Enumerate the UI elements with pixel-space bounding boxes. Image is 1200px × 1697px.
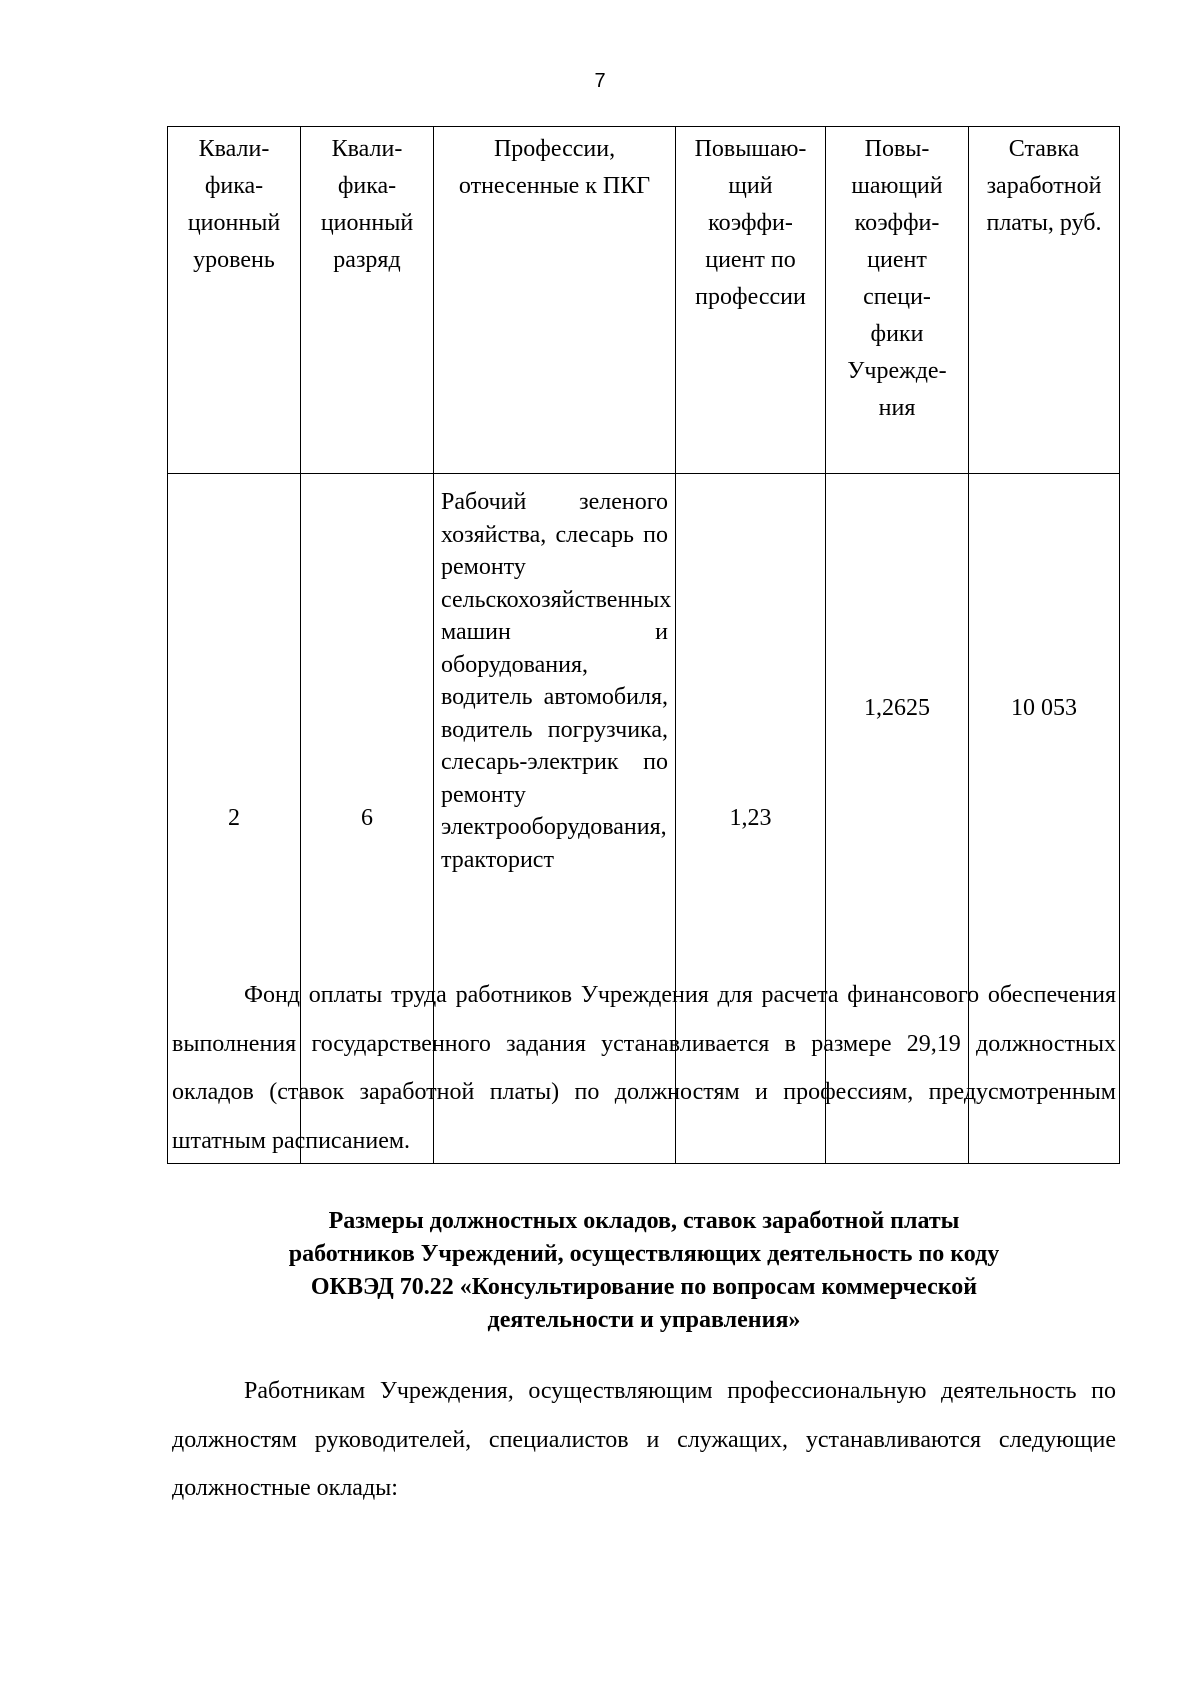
header-qualification-grade: Квали- фика- ционный разряд [301,127,434,474]
cell-professions: Рабочий зеленого хозяйства, слесарь по ремонту сельскохозяйственных машин и оборудования, водитель автомобиля, водитель погрузчика, слесарь-электрик по ремонту электрооборудования, тракторист [434,474,676,1164]
cell-wage-rate: 10 053 [969,474,1120,1164]
table-header-row [168,127,1120,474]
wage-fund-paragraph: Фонд оплаты труда работников Учреждения для расчета финансового обеспечения выполнения государственного задания устанавливается в размере 29,19 должностных окладов (ставок заработной платы) по должностям и профессиям, предусмотренным штатным расписанием. [172,982,1116,1154]
salaries-intro-paragraph: Работникам Учреждения, осуществляющим профессиональную деятельность по должностям руководителей, специалистов и служащих, устанавливаются следующие должностные оклады: [172,1378,1116,1501]
heading-line: Размеры должностных окладов, ставок заработной платы [328,1208,960,1234]
cell-coef-profession: 1,23 [676,474,826,1164]
header-qualification-level: Квали- фика- ционный уровень [168,127,301,474]
cell-coef-specifics: 1,2625 [826,474,969,1164]
cell-grade: 6 [301,474,434,1164]
header-wage-rate: Ставка заработной платы, руб. [969,127,1120,474]
cell-level: 2 [168,474,301,1164]
heading-line: ОКВЭД 70.22 «Консультирование по вопросам коммерческой [310,1274,978,1300]
heading-line: работников Учреждений, осуществляющих деятельность по коду [288,1241,1000,1267]
header-coef-specifics: Повы- шающий коэффи- циент специ- фики Учрежде- ния [826,127,969,474]
header-professions: Профессии, отнесенные к ПКГ [434,127,676,474]
page-number: 7 [594,70,606,92]
section-heading [172,1205,1116,1337]
header-coef-profession: Повышаю- щий коэффи- циент по профессии [676,127,826,474]
heading-line: деятельности и управления» [487,1307,801,1333]
